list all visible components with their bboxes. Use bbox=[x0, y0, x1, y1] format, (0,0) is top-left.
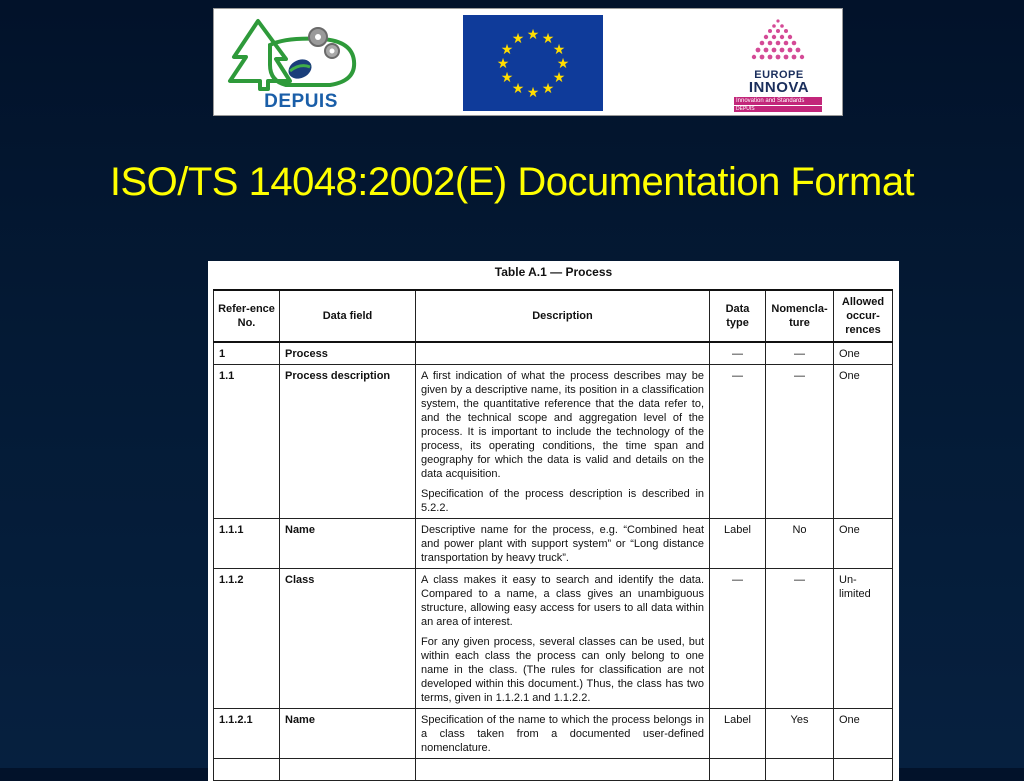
cell-occurrences: One bbox=[834, 519, 893, 569]
svg-text:★: ★ bbox=[496, 56, 510, 72]
document-page bbox=[208, 261, 899, 781]
table-row bbox=[214, 709, 893, 759]
innova-logo-sub1: Innovation and Standards bbox=[734, 97, 822, 105]
cell-ref: 1.1 bbox=[214, 365, 280, 519]
table-row bbox=[214, 342, 893, 365]
process-table bbox=[213, 289, 893, 781]
eu-stars-icon bbox=[463, 15, 603, 111]
innova-logo-line2: INNOVA bbox=[748, 79, 810, 96]
description-paragraph: Specification of the process description is described in 5.2.2. bbox=[421, 488, 704, 514]
cell-field: Name bbox=[280, 709, 416, 759]
cell-nomenclature bbox=[766, 759, 834, 781]
table-caption: Table A.1 — Process bbox=[494, 265, 613, 279]
innova-logo-sub2: DEPUIS bbox=[734, 106, 822, 112]
cell-ref bbox=[214, 759, 280, 781]
svg-text:★: ★ bbox=[511, 31, 525, 47]
cell-ref: 1.1.1 bbox=[214, 519, 280, 569]
svg-text:★: ★ bbox=[541, 31, 555, 47]
cell-nomenclature: Yes bbox=[766, 709, 834, 759]
cell-occurrences: Un-limited bbox=[834, 569, 893, 709]
cell-description bbox=[416, 365, 710, 519]
depuis-logo bbox=[226, 15, 366, 111]
description-paragraph: Specification of the name to which the process belongs in a class taken from a documented user-defined nomenclature. bbox=[421, 714, 704, 754]
svg-text:★: ★ bbox=[500, 70, 514, 86]
header-data-field: Data field bbox=[280, 290, 416, 342]
cell-description bbox=[416, 519, 710, 569]
svg-text:★: ★ bbox=[541, 81, 555, 97]
cell-nomenclature: — bbox=[766, 365, 834, 519]
cell-occurrences: One bbox=[834, 365, 893, 519]
cell-description bbox=[416, 759, 710, 781]
cell-nomenclature: No bbox=[766, 519, 834, 569]
eu-flag-logo bbox=[463, 15, 603, 111]
cell-description bbox=[416, 569, 710, 709]
header-description: Description bbox=[416, 290, 710, 342]
cell-description bbox=[416, 709, 710, 759]
svg-text:★: ★ bbox=[552, 42, 566, 58]
cell-field bbox=[280, 759, 416, 781]
svg-text:★: ★ bbox=[552, 70, 566, 86]
cell-field: Process description bbox=[280, 365, 416, 519]
cell-type: — bbox=[710, 569, 766, 709]
cell-ref: 1.1.2.1 bbox=[214, 709, 280, 759]
svg-text:★: ★ bbox=[500, 42, 514, 58]
cell-occurrences: One bbox=[834, 342, 893, 365]
svg-text:★: ★ bbox=[511, 81, 525, 97]
svg-text:★: ★ bbox=[526, 27, 540, 43]
cell-field: Class bbox=[280, 569, 416, 709]
europe-innova-logo bbox=[728, 15, 828, 111]
cell-field: Process bbox=[280, 342, 416, 365]
header-nomenclature: Nomencla-ture bbox=[766, 290, 834, 342]
innova-logo-line1: EUROPE bbox=[754, 69, 804, 81]
svg-text:★: ★ bbox=[526, 85, 540, 101]
description-paragraph: A class makes it easy to search and identify the data. Compared to a name, a class gives an unambiguous structure, allowing easy access for users to all data within an area of interest. bbox=[421, 574, 704, 628]
header-reference-no: Refer-ence No. bbox=[214, 290, 280, 342]
table-header-row bbox=[214, 290, 893, 342]
cell-nomenclature: — bbox=[766, 342, 834, 365]
cell-occurrences: One bbox=[834, 709, 893, 759]
cell-description bbox=[416, 342, 710, 365]
table-row bbox=[214, 759, 893, 781]
header-allowed-occurrences: Allowed occur-rences bbox=[834, 290, 893, 342]
cell-nomenclature: — bbox=[766, 569, 834, 709]
cell-type bbox=[710, 759, 766, 781]
cell-type: — bbox=[710, 365, 766, 519]
svg-text:★: ★ bbox=[556, 56, 570, 72]
cell-field: Name bbox=[280, 519, 416, 569]
cell-ref: 1 bbox=[214, 342, 280, 365]
table-row bbox=[214, 519, 893, 569]
description-paragraph: Descriptive name for the process, e.g. “Combined heat and power plant with support system” or “Long distance transportation by heavy truck”. bbox=[421, 524, 704, 564]
header-data-type: Data type bbox=[710, 290, 766, 342]
innova-dots-icon bbox=[728, 15, 828, 71]
logo-strip bbox=[213, 8, 843, 116]
description-paragraph: For any given process, several classes can be used, but within each class the process can only belong to one name in the class. (The rules for classification are not developed within this document.) Thus, the class has two terms, given in 1.1.2.1 and 1.1.2.2. bbox=[421, 636, 704, 704]
description-paragraph: A first indication of what the process describes may be given by a descriptive name, its position in a classification system, the quantitative reference that the data refer to, and the technical scope and aggregation level of the process. It is important to include the technology of the process, its operating conditions, the time span and geography for which the data is valid and details on the data acquisition. bbox=[421, 370, 704, 480]
cell-type: Label bbox=[710, 519, 766, 569]
slide-title: ISO/TS 14048:2002(E) Documentation Format bbox=[109, 160, 915, 204]
depuis-logo-text: DEPUIS bbox=[264, 91, 338, 112]
cell-type: — bbox=[710, 342, 766, 365]
cell-ref: 1.1.2 bbox=[214, 569, 280, 709]
table-row bbox=[214, 569, 893, 709]
cell-type: Label bbox=[710, 709, 766, 759]
cell-occurrences bbox=[834, 759, 893, 781]
table-row bbox=[214, 365, 893, 519]
